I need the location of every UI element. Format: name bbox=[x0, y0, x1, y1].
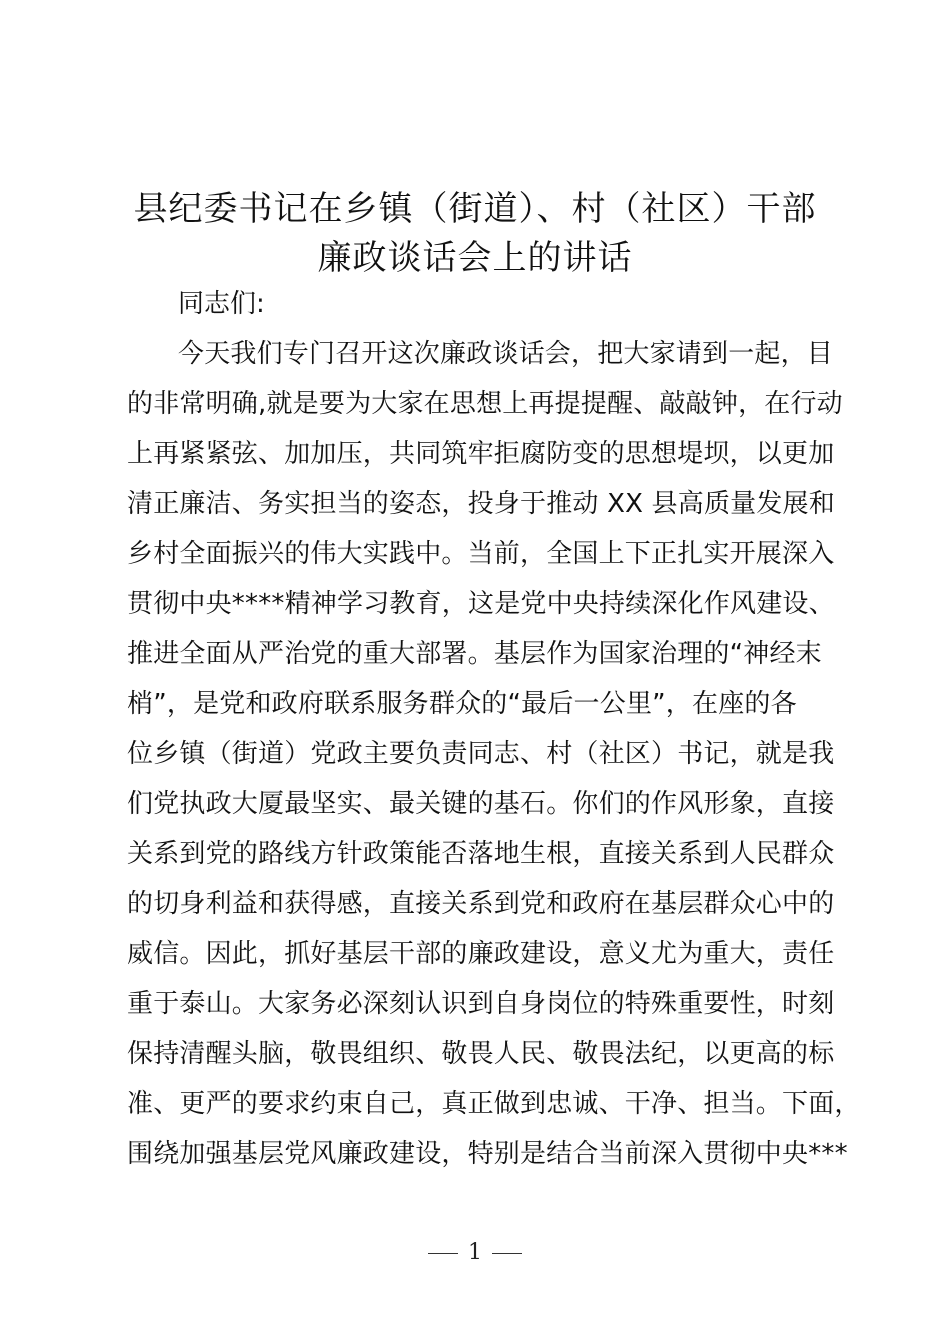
body-line: 乡村全面振兴的伟大实践中。当前，全国上下正扎实开展深入 bbox=[127, 539, 835, 569]
document-title-line-2: 廉政谈话会上的讲话 bbox=[317, 238, 633, 278]
salutation: 同志们: bbox=[178, 289, 265, 319]
body-line: 威信。因此，抓好基层干部的廉政建设，意义尤为重大，责任 bbox=[127, 939, 835, 969]
body-line: 今天我们专门召开这次廉政谈话会，把大家请到一起，目 bbox=[178, 339, 834, 369]
page-number: 1 bbox=[468, 1240, 482, 1265]
body-line: 贯彻中央****精神学习教育，这是党中央持续深化作风建设、 bbox=[127, 589, 835, 619]
footer-dash-right bbox=[492, 1253, 522, 1254]
body-line: 推进全面从严治党的重大部署。基层作为国家治理的“神经末 bbox=[127, 639, 822, 669]
body-line: 上再紧紧弦、加加压，共同筑牢拒腐防变的思想堤坝，以更加 bbox=[127, 439, 835, 469]
body-line: 重于泰山。大家务必深刻认识到自身岗位的特殊重要性，时刻 bbox=[127, 989, 835, 1019]
body-line: 关系到党的路线方针政策能否落地生根，直接关系到人民群众 bbox=[127, 839, 835, 869]
body-line: 围绕加强基层党风廉政建设，特别是结合当前深入贯彻中央*** bbox=[127, 1139, 848, 1169]
body-line: 准、更严的要求约束自己，真正做到忠诚、干净、担当。下面， bbox=[127, 1089, 861, 1119]
body-line: 梢”，是党和政府联系服务群众的“最后一公里”，在座的各 bbox=[127, 689, 797, 719]
body-line: 保持清醒头脑，敬畏组织、敬畏人民、敬畏法纪，以更高的标 bbox=[127, 1039, 835, 1069]
page-footer bbox=[0, 1238, 950, 1268]
document-title-line-1: 县纪委书记在乡镇（街道）、村（社区）干部 bbox=[133, 189, 817, 229]
body-line: 的非常明确,就是要为大家在思想上再提提醒、敲敲钟，在行动 bbox=[127, 389, 843, 419]
body-line: 位乡镇（街道）党政主要负责同志、村（社区）书记，就是我 bbox=[127, 739, 835, 769]
body-line: 们党执政大厦最坚实、最关键的基石。你们的作风形象，直接 bbox=[127, 789, 835, 819]
footer-dash-left bbox=[428, 1253, 458, 1254]
body-line: 的切身利益和获得感，直接关系到党和政府在基层群众心中的 bbox=[127, 889, 835, 919]
body-line: 清正廉洁、务实担当的姿态，投身于推动 XX 县高质量发展和 bbox=[127, 489, 835, 519]
